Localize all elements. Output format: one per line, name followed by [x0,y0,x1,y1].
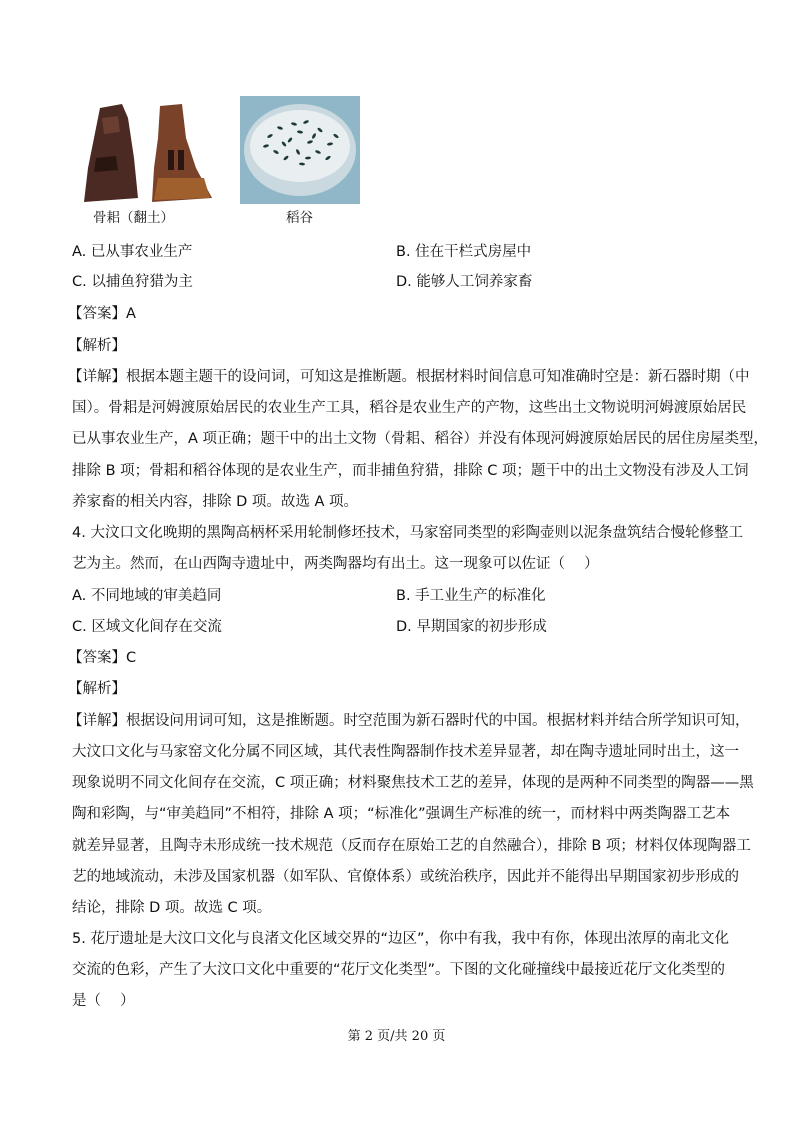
q4-analysis-label: 【解析】 [68,681,126,697]
q4-option-a: A. 不同地域的审美趋同 [72,588,222,604]
q5-stem-line: 5. 花厅遗址是大汶口文化与良渚文化区域交界的“边区”，你中有我，我中有你，体现出浓厚的南北文化 [72,931,729,947]
q5-stem-line: 是（ ） [72,993,135,1009]
q3-analysis-label: 【解析】 [68,338,126,354]
q3-detail-line: 已从事农业生产，A 项正确；题干中的出土文物（骨耜、稻谷）并没有体现河姆渡原始居民的居住房屋类型， [72,431,769,447]
figure-caption-right: 稻谷 [286,210,313,226]
q4-option-b: B. 手工业生产的标准化 [396,588,546,604]
figure-caption-left: 骨耜（翻土） [93,210,174,226]
q3-answer: 【答案】A [68,306,136,322]
q5-stem-line: 交流的色彩，产生了大汶口文化中重要的“花厅文化类型”。下图的文化碰撞线中最接近花厅文化类型的 [72,962,726,978]
bone-spade-image [78,98,216,206]
page-number: 第 2 页/共 20 页 [347,1029,446,1044]
q4-stem-line: 4. 大汶口文化晚期的黑陶高柄杯采用轮制修坯技术，马家窑同类型的彩陶壶则以泥条盘筑结合慢轮修整工 [72,525,743,541]
q3-option-a: A. 已从事农业生产 [72,244,193,260]
rice-grain-image [240,96,360,204]
q4-option-d: D. 早期国家的初步形成 [396,619,547,635]
q3-detail-line: 【详解】根据本题主题干的设问词，可知这是推断题。根据材料时间信息可知准确时空是：新石器时期（中 [68,369,750,385]
q4-stem-line: 艺为主。然而，在山西陶寺遗址中，两类陶器均有出土。这一现象可以佐证（ ） [72,556,599,572]
q4-answer: 【答案】C [68,650,137,666]
q4-detail-line: 陶和彩陶，与“审美趋同”不相符，排除 A 项；“标准化”强调生产标准的统一，而材料中两类陶器工艺本 [72,806,731,822]
q3-option-c: C. 以捕鱼狩猎为主 [72,274,193,290]
q4-option-c: C. 区域文化间存在交流 [72,619,222,635]
q3-detail-line: 排除 B 项；骨耜和稻谷体现的是农业生产，而非捕鱼狩猎，排除 C 项；题干中的出土文物没有涉及人工饲 [72,463,749,479]
q3-option-b: B. 住在干栏式房屋中 [396,244,532,260]
q4-detail-line: 大汶口文化与马家窑文化分属不同区域，其代表性陶器制作技术差异显著，却在陶寺遗址同时出土，这一 [72,744,739,760]
q4-detail-line: 就差异显著，且陶寺未形成统一技术规范（反而存在原始工艺的自然融合），排除 B 项；材料仅体现陶器工 [72,838,751,854]
q4-detail-line: 【详解】根据设问用词可知，这是推断题。时空范围为新石器时代的中国。根据材料并结合所学知识可知， [68,713,750,729]
q3-option-d: D. 能够人工饲养家畜 [396,274,533,290]
q4-detail-line: 结论，排除 D 项。故选 C 项。 [72,900,272,916]
q4-detail-line: 艺的地域流动，未涉及国家机器（如军队、官僚体系）或统治秩序，因此并不能得出早期国家初步形成的 [72,869,739,885]
q3-detail-line: 养家畜的相关内容，排除 D 项。故选 A 项。 [72,494,359,510]
q3-detail-line: 国）。骨耜是河姆渡原始居民的农业生产工具，稻谷是农业生产的产物，这些出土文物说明河姆渡原始居民 [72,400,747,416]
q4-detail-line: 现象说明不同文化间存在交流，C 项正确；材料聚焦技术工艺的差异，体现的是两种不同类型的陶器——黑 [72,775,754,791]
